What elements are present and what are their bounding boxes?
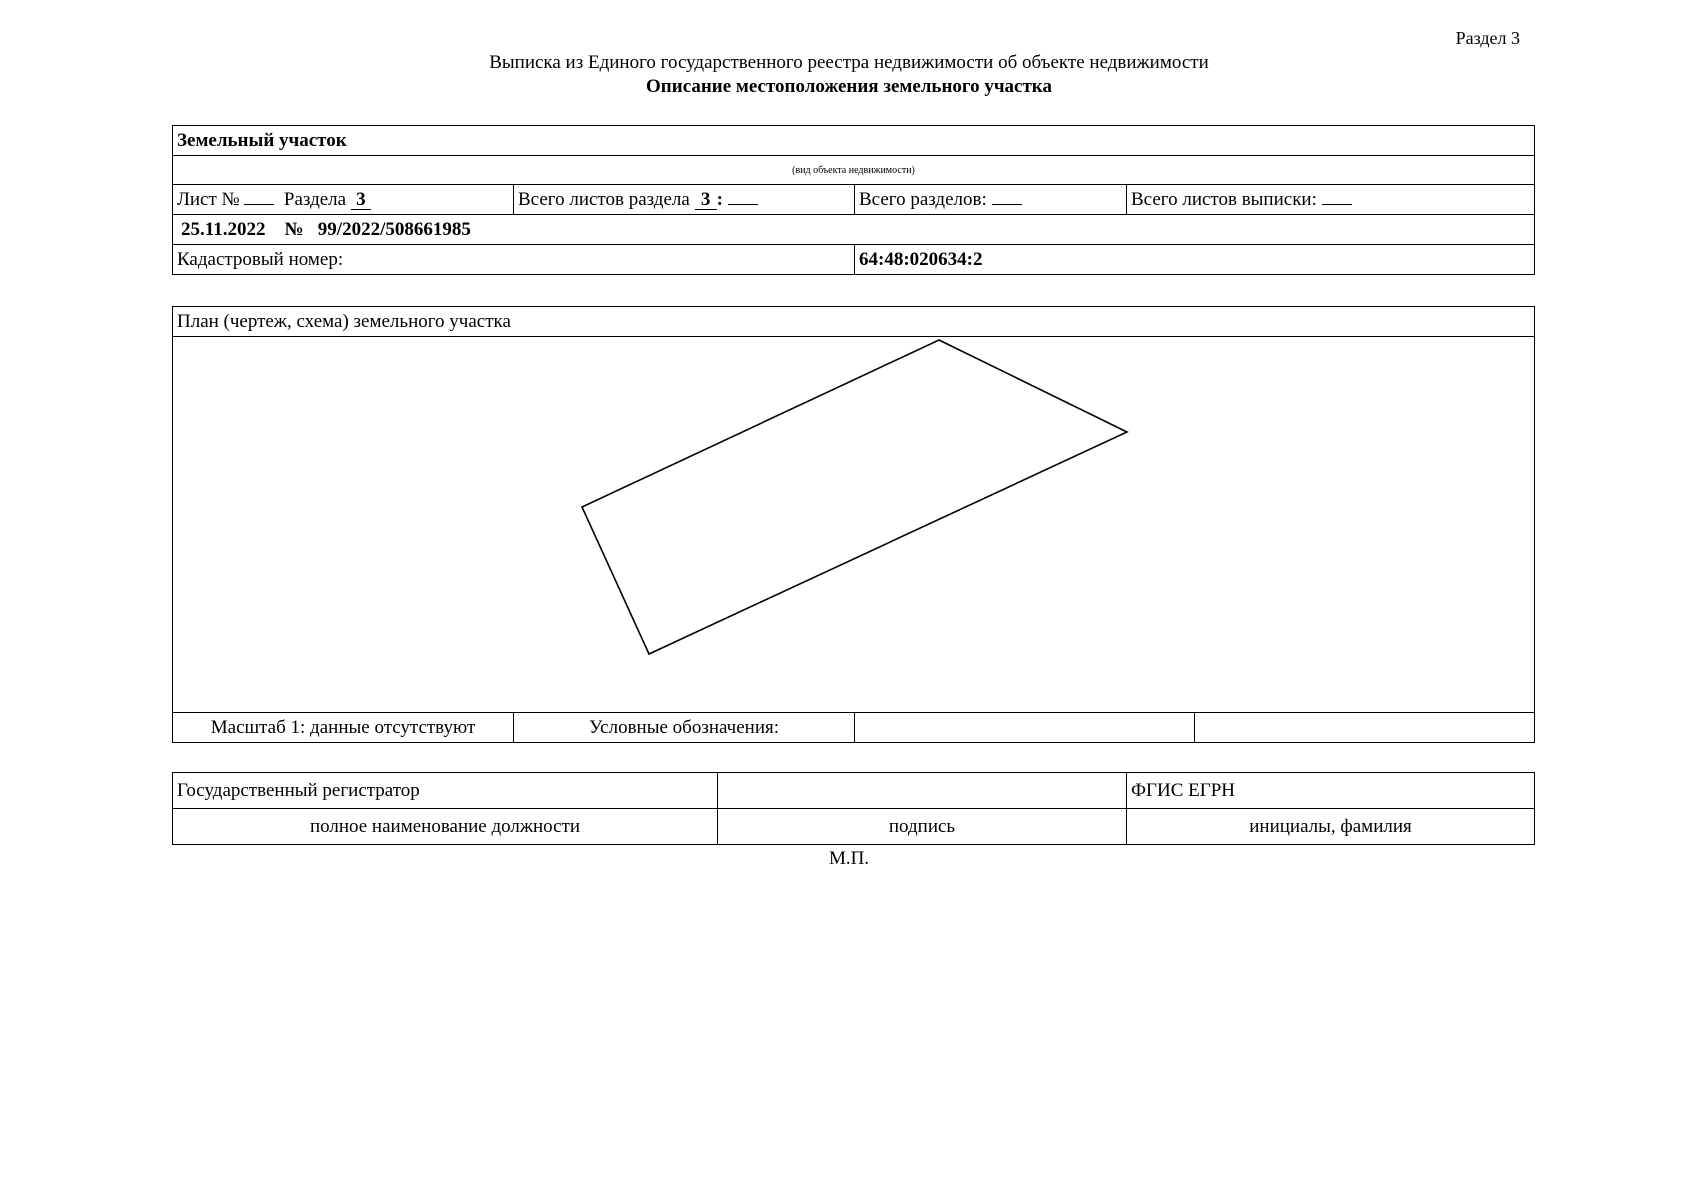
land-plot-boundary bbox=[582, 340, 1127, 654]
total-sheets-section-cell: Всего листов раздела 3 : bbox=[514, 185, 855, 215]
registrar-position: Государственный регистратор bbox=[173, 773, 718, 809]
section-number: Раздел 3 bbox=[1455, 28, 1520, 48]
legend-cell-1 bbox=[855, 713, 1195, 743]
stamp-place: М.П. bbox=[828, 848, 870, 869]
object-type-caption: (вид объекта недвижимости) bbox=[173, 156, 1535, 185]
section-label: Раздела bbox=[283, 188, 347, 210]
signature-table bbox=[172, 772, 1535, 845]
total-sheets-section-label: Всего листов раздела bbox=[518, 188, 690, 210]
registrar-name: ФГИС ЕГРН bbox=[1127, 773, 1535, 809]
caption-name: инициалы, фамилия bbox=[1127, 809, 1535, 845]
total-sheets-section-value bbox=[728, 204, 758, 205]
section-value: 3 bbox=[351, 191, 371, 210]
total-sections-cell bbox=[855, 185, 1127, 215]
total-sections-label: Всего разделов: bbox=[859, 188, 987, 210]
total-sheets-section-no: 3 bbox=[695, 191, 717, 210]
number-sign: № bbox=[284, 218, 304, 240]
legend-cell-2 bbox=[1195, 713, 1535, 743]
legend-label: Условные обозначения: bbox=[514, 713, 855, 743]
document-subtitle: Описание местоположения земельного участка bbox=[646, 76, 1052, 97]
total-sheets-extract-label: Всего листов выписки: bbox=[1131, 188, 1317, 210]
plan-scale: Масштаб 1: данные отсутствуют bbox=[173, 713, 514, 743]
sheet-number-cell bbox=[173, 185, 514, 215]
object-type: Земельный участок bbox=[173, 126, 1535, 156]
total-sheets-extract-value bbox=[1322, 204, 1352, 205]
plan-table bbox=[172, 306, 1535, 743]
document-title: Выписка из Единого государственного реестра недвижимости об объекте недвижимости bbox=[489, 52, 1209, 73]
sheet-value bbox=[244, 204, 274, 205]
total-sheets-extract-cell bbox=[1127, 185, 1535, 215]
extract-date-number bbox=[173, 215, 1535, 245]
plot-plan-drawing bbox=[173, 337, 1533, 712]
cadastral-number: 64:48:020634:2 bbox=[855, 245, 1535, 275]
sheet-label: Лист № bbox=[177, 188, 240, 210]
plan-title: План (чертеж, схема) земельного участка bbox=[173, 307, 1535, 337]
signature-field bbox=[718, 773, 1127, 809]
caption-signature: подпись bbox=[718, 809, 1127, 845]
total-sections-value bbox=[992, 204, 1022, 205]
extract-date: 25.11.2022 bbox=[181, 218, 266, 240]
caption-position: полное наименование должности bbox=[173, 809, 718, 845]
extract-number: 99/2022/508661985 bbox=[317, 218, 471, 240]
cadastral-label: Кадастровый номер: bbox=[173, 245, 855, 275]
plan-drawing-area bbox=[173, 337, 1535, 713]
object-info-table bbox=[172, 125, 1535, 275]
